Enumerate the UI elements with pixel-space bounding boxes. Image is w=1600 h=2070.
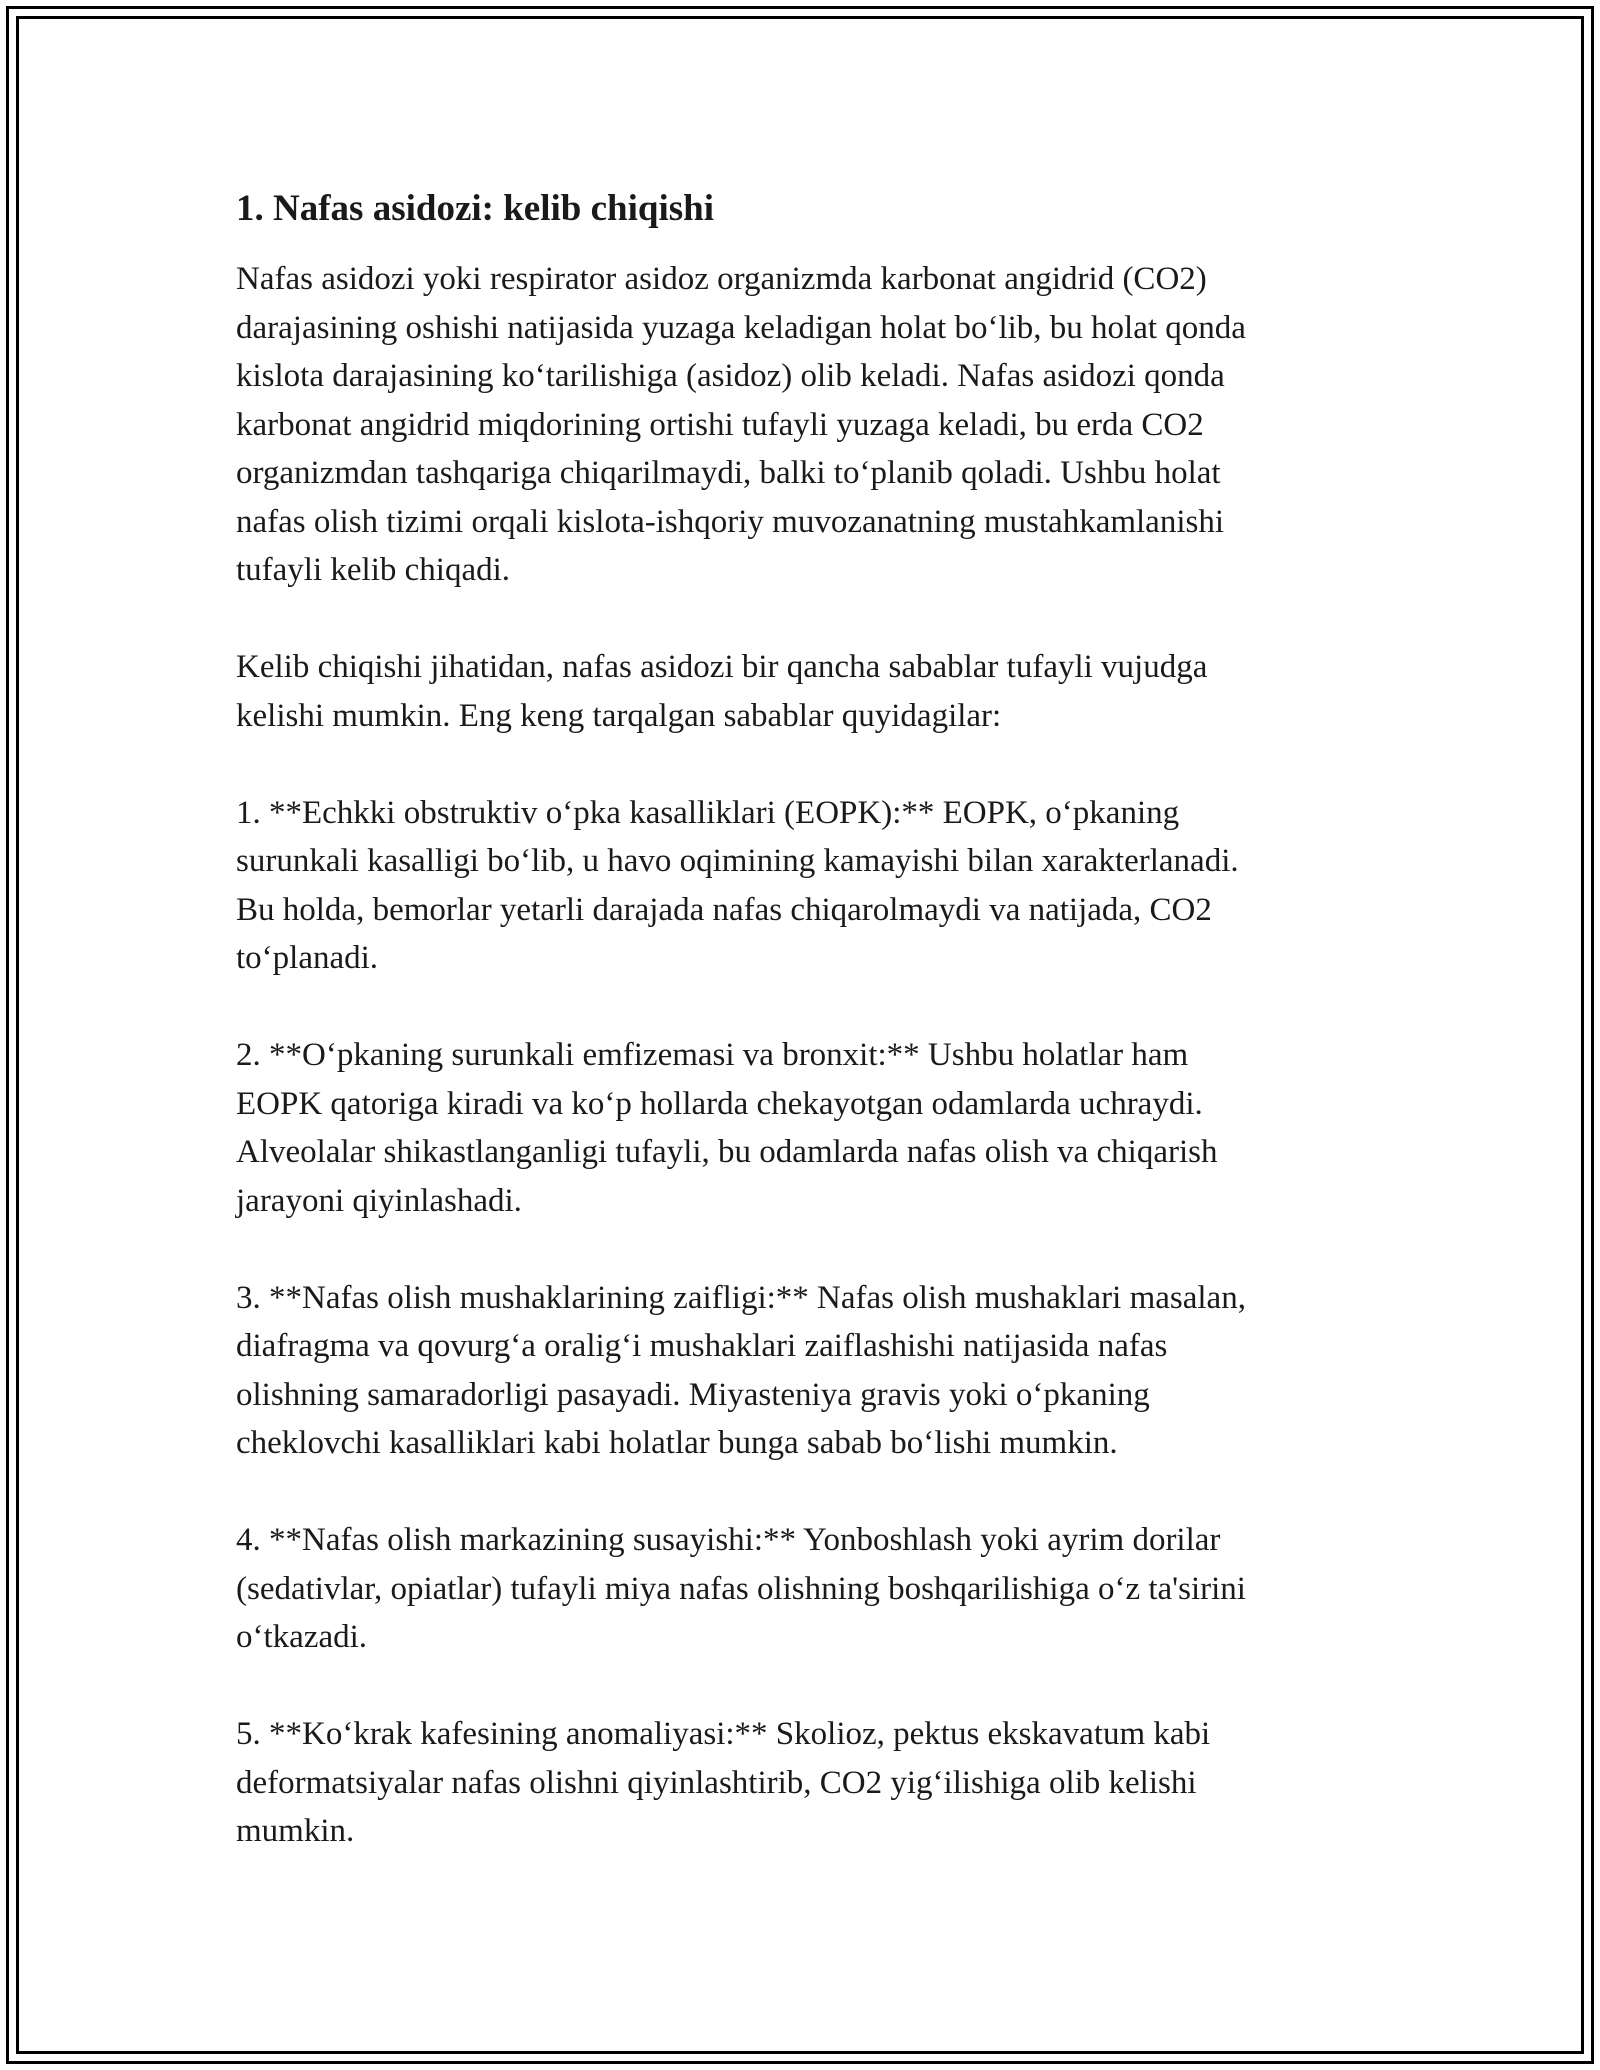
document-body <box>236 185 1386 1904</box>
list-item-cause-1: 1. **Echkki obstruktiv o‘pka kasalliklari (EOPK):** EOPK, o‘pkaning surunkali kasalligi bo‘lib, u havo oqimining kamayishi bilan xarakterlanadi. Bu holda, bemorlar yetarli darajada nafas chiqarolmaydi va natijada, CO2 to‘planadi. <box>236 794 1239 976</box>
list-item-cause-5: 5. **Ko‘krak kafesining anomaliyasi:** Skolioz, pektus ekskavatum kabi deformatsiyalar nafas olishni qiyinlashtirib, CO2 yig‘ilishiga olib kelishi mumkin. <box>236 1716 1211 1849</box>
paragraph-intro: Nafas asidozi yoki respirator asidoz organizmda karbonat angidrid (CO2) darajasining oshishi natijasida yuzaga keladigan holat bo‘lib, bu holat qonda kislota darajasining ko‘tarilishiga (asidoz) olib keladi. Nafas asidozi qonda karbonat angidrid miqdorining ortishi tufayli yuzaga keladi, bu erda CO2 organizmdan tashqariga chiqarilmaydi, balki to‘planib qoladi. Ushbu holat nafas olish tizimi orqali kislota-ishqoriy muvozanatning mustahkamlanishi tufayli kelib chiqadi. <box>236 261 1246 588</box>
section-heading: 1. Nafas asidozi: kelib chiqishi <box>236 188 715 229</box>
paragraph-causes-intro: Kelib chiqishi jihatidan, nafas asidozi bir qancha sabablar tufayli vujudga kelishi mumkin. Eng keng tarqalgan sabablar quyidagilar: <box>236 649 1208 734</box>
list-item-cause-3: 3. **Nafas olish mushaklarining zaifligi:** Nafas olish mushaklari masalan, diafragma va qovurg‘a oralig‘i mushaklari zaiflashishi natijasida nafas olishning samaradorligi pasayadi. Miyasteniya gravis yoki o‘pkaning cheklovchi kasalliklari kabi holatlar bunga sabab bo‘lishi mumkin. <box>236 1279 1246 1461</box>
list-item-cause-2: 2. **O‘pkaning surunkali emfizemasi va bronxit:** Ushbu holatlar ham EOPK qatoriga kiradi va ko‘p hollarda chekayotgan odamlarda uchraydi. Alveolalar shikastlanganligi tufayli, bu odamlarda nafas olish va chiqarish jarayoni qiyinlashadi. <box>236 1037 1218 1219</box>
list-item-cause-4: 4. **Nafas olish markazining susayishi:** Yonboshlash yoki ayrim dorilar (sedativlar, opiatlar) tufayli miya nafas olishning boshqarilishiga o‘z ta'sirini o‘tkazadi. <box>236 1522 1246 1655</box>
